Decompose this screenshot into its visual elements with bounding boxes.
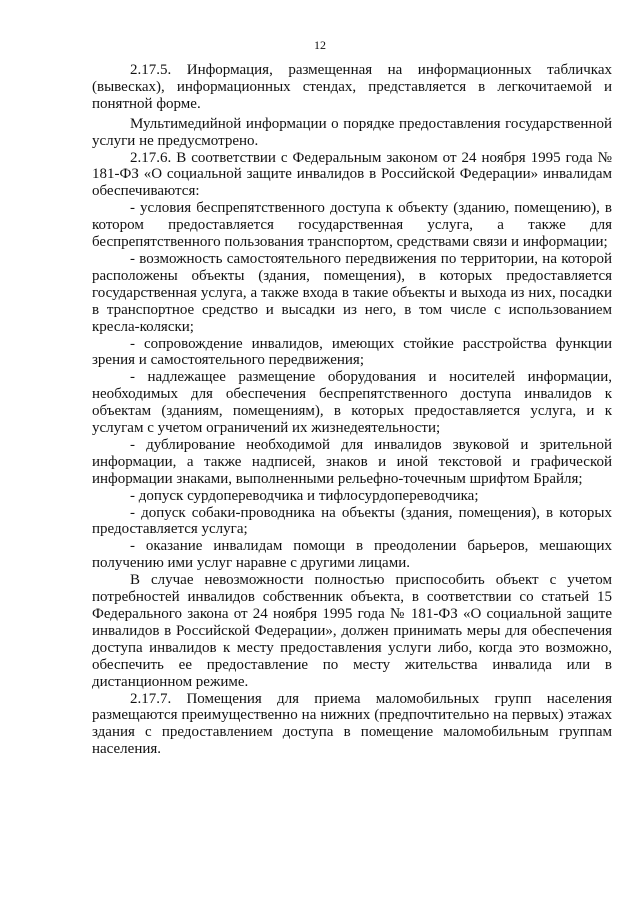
paragraph-2-17-5: 2.17.5. Информация, размещенная на информационных табличках (вывесках), информационных стендах, представляется в легкочитаемой и понятной форме.: [92, 62, 612, 112]
list-item-duplication: - дублирование необходимой для инвалидов звуковой и зрительной информации, а также надписей, знаков и иной текстовой и графической информации знаками, выполненными рельефно-точечным шрифтом Брайля;: [92, 436, 612, 487]
list-item-equipment: - надлежащее размещение оборудования и носителей информации, необходимых для обеспечения беспрепятственного доступа инвалидов к объектам (зданиям, помещениям), в которых предоставляется услуга, и к услугам с учетом ограничений их жизнедеятельности;: [92, 369, 612, 437]
paragraph-2-17-7: 2.17.7. Помещения для приема маломобильных групп населения размещаются преимущественно на нижних (предпочтительно на первых) этажах здания с предоставлением доступа в помещение маломобильным группам населения.: [92, 690, 612, 758]
list-item-access-conditions: - условия беспрепятственного доступа к объекту (зданию, помещению), в котором предоставляется государственная услуга, а также для беспрепятственного пользования транспортом, средствами связи и информации;: [92, 200, 612, 251]
list-item-movement: - возможность самостоятельного передвижения по территории, на которой расположены объекты (здания, помещения), в которых предоставляется государственная услуга, а также входа в такие объекты и выхода из них, посадки в транспортное средство и высадки из него, в том числе с использованием кресла-коляски;: [92, 250, 612, 335]
list-item-assistance: - оказание инвалидам помощи в преодолении барьеров, мешающих получению ими услуг наравне с другими лицами.: [92, 538, 612, 572]
paragraph-multimedia: Мультимедийной информации о порядке предоставления государственной услуги не предусмотрено.: [92, 115, 612, 149]
paragraph-impossibility: В случае невозможности полностью приспособить объект с учетом потребностей инвалидов собственник объекта, в соответствии со статьей 15 Федерального закона от 24 ноября 1995 года № 181-ФЗ «О социальной защите инвалидов в Российской Федерации», должен принимать меры для обеспечения доступа инвалидов к месту предоставления услуги либо, когда это возможно, обеспечить ее предоставление по месту жительства инвалида или в дистанционном режиме.: [92, 572, 612, 690]
document-body: [92, 62, 612, 758]
list-item-escort: - сопровождение инвалидов, имеющих стойкие расстройства функции зрения и самостоятельного передвижения;: [92, 335, 612, 369]
paragraph-2-17-6: 2.17.6. В соответствии с Федеральным законом от 24 ноября 1995 года № 181-ФЗ «О социальной защите инвалидов в Российской Федерации» инвалидам обеспечиваются:: [92, 149, 612, 200]
list-item-interpreter: - допуск сурдопереводчика и тифлосурдопереводчика;: [130, 487, 479, 504]
list-item-guide-dog: - допуск собаки-проводника на объекты (здания, помещения), в которых предоставляется услуга;: [92, 504, 612, 538]
page-number: 12: [314, 38, 326, 52]
